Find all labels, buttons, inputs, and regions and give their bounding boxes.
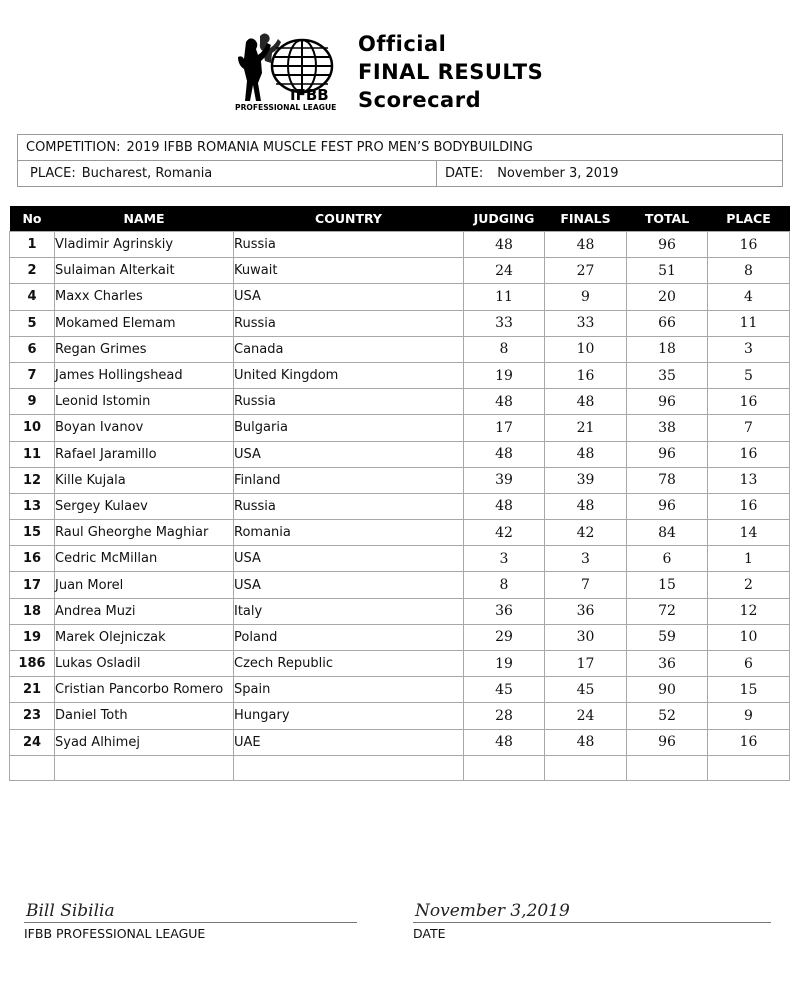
total-score: 6 [627,546,708,572]
athlete-number: 10 [10,415,55,441]
table-row [10,624,790,650]
title-line-official: Official [358,32,447,56]
athlete-number: 24 [10,729,55,755]
finals-score: 39 [545,467,627,493]
total-score: 66 [627,310,708,336]
finals-score: 30 [545,624,627,650]
finals-score: 48 [545,493,627,519]
date-caption: DATE [413,926,446,941]
table-row [10,729,790,755]
total-score: 96 [627,729,708,755]
athlete-number: 21 [10,677,55,703]
athlete-number: 5 [10,310,55,336]
empty-cell [55,755,234,780]
athlete-name: Kille Kujala [55,467,234,493]
finals-score: 3 [545,546,627,572]
athlete-number: 16 [10,546,55,572]
athlete-name: Leonid Istomin [55,389,234,415]
scorecard-header [232,30,572,112]
table-row [10,389,790,415]
athlete-number: 12 [10,467,55,493]
total-score: 38 [627,415,708,441]
judging-score: 33 [464,310,545,336]
final-place: 1 [708,546,790,572]
judging-score: 3 [464,546,545,572]
finals-score: 16 [545,362,627,388]
official-caption: IFBB PROFESSIONAL LEAGUE [24,926,206,941]
athlete-country: UAE [234,729,464,755]
athlete-country: Hungary [234,703,464,729]
athlete-name: Syad Alhimej [55,729,234,755]
athlete-country: Bulgaria [234,415,464,441]
judging-score: 48 [464,493,545,519]
header-finals: FINALS [545,206,627,232]
total-score: 51 [627,258,708,284]
final-place: 3 [708,336,790,362]
athlete-number: 7 [10,362,55,388]
athlete-name: Andrea Muzi [55,598,234,624]
athlete-country: United Kingdom [234,362,464,388]
athlete-name: James Hollingshead [55,362,234,388]
table-row [10,598,790,624]
table-row [10,441,790,467]
signature-block-date [413,900,771,941]
table-row [10,258,790,284]
athlete-country: Russia [234,493,464,519]
total-score: 78 [627,467,708,493]
athlete-country: Italy [234,598,464,624]
judging-score: 48 [464,441,545,467]
title-line-final-results: FINAL RESULTS [358,60,544,84]
judging-score: 8 [464,572,545,598]
judging-score: 19 [464,651,545,677]
athlete-number: 11 [10,441,55,467]
final-place: 14 [708,520,790,546]
athlete-country: Finland [234,467,464,493]
athlete-country: Poland [234,624,464,650]
finals-score: 48 [545,389,627,415]
finals-score: 24 [545,703,627,729]
finals-score: 48 [545,232,627,258]
empty-cell [234,755,464,780]
final-place: 16 [708,232,790,258]
judging-score: 42 [464,520,545,546]
judging-score: 36 [464,598,545,624]
table-row [10,284,790,310]
table-row [10,467,790,493]
athlete-country: Canada [234,336,464,362]
judging-score: 48 [464,232,545,258]
judging-score: 28 [464,703,545,729]
judging-score: 39 [464,467,545,493]
table-row [10,651,790,677]
finals-score: 9 [545,284,627,310]
empty-cell [464,755,545,780]
final-place: 6 [708,651,790,677]
table-row [10,572,790,598]
athlete-number: 4 [10,284,55,310]
scorecard-title [358,30,543,114]
athlete-name: Vladimir Agrinskiy [55,232,234,258]
competition-info-box [17,134,783,187]
total-score: 84 [627,520,708,546]
title-line-scorecard: Scorecard [358,88,482,112]
athlete-number: 17 [10,572,55,598]
date-label: DATE: [445,166,484,181]
date-cell [437,161,619,186]
athlete-name: Rafael Jaramillo [55,441,234,467]
finals-score: 48 [545,729,627,755]
handwritten-date: November 3,2019 [415,901,570,921]
final-place: 16 [708,493,790,519]
table-row [10,493,790,519]
finals-score: 48 [545,441,627,467]
logo-org-short: IFBB [290,86,329,104]
signature-line-official [24,900,357,923]
athlete-name: Mokamed Elemam [55,310,234,336]
athlete-name: Lukas Osladil [55,651,234,677]
place-date-row [18,160,782,186]
header-name: NAME [55,206,234,232]
final-place: 10 [708,624,790,650]
total-score: 96 [627,493,708,519]
athlete-name: Sulaiman Alterkait [55,258,234,284]
table-row [10,336,790,362]
judging-score: 45 [464,677,545,703]
total-score: 96 [627,232,708,258]
header-place: PLACE [708,206,790,232]
table-row [10,310,790,336]
athlete-country: Czech Republic [234,651,464,677]
final-place: 16 [708,389,790,415]
total-score: 96 [627,389,708,415]
total-score: 35 [627,362,708,388]
competition-value: 2019 IFBB ROMANIA MUSCLE FEST PRO MEN’S BODYBUILDING [126,140,533,155]
final-place: 12 [708,598,790,624]
athlete-number: 6 [10,336,55,362]
table-row [10,677,790,703]
athlete-name: Sergey Kulaev [55,493,234,519]
judging-score: 48 [464,389,545,415]
judging-score: 17 [464,415,545,441]
final-place: 16 [708,441,790,467]
final-place: 4 [708,284,790,310]
competition-cell [18,135,533,160]
final-place: 13 [708,467,790,493]
signature-line-date [413,900,771,923]
judging-score: 8 [464,336,545,362]
final-place: 15 [708,677,790,703]
athlete-country: Kuwait [234,258,464,284]
finals-score: 36 [545,598,627,624]
athlete-number: 9 [10,389,55,415]
place-cell [18,161,437,186]
total-score: 52 [627,703,708,729]
table-row [10,703,790,729]
total-score: 18 [627,336,708,362]
athlete-name: Boyan Ivanov [55,415,234,441]
final-place: 16 [708,729,790,755]
athlete-country: Russia [234,232,464,258]
header-judging: JUDGING [464,206,545,232]
athlete-number: 18 [10,598,55,624]
athlete-number: 23 [10,703,55,729]
empty-cell [10,755,55,780]
athlete-name: Maxx Charles [55,284,234,310]
judging-score: 24 [464,258,545,284]
logo-org-sub: PROFESSIONAL LEAGUE [235,103,337,112]
empty-table-row [10,755,790,780]
signature-block-official [24,900,357,941]
athlete-number: 2 [10,258,55,284]
final-place: 7 [708,415,790,441]
table-row [10,415,790,441]
judging-score: 48 [464,729,545,755]
table-header-row [10,206,790,232]
empty-cell [708,755,790,780]
finals-score: 10 [545,336,627,362]
competition-row [18,135,782,160]
athlete-number: 13 [10,493,55,519]
athlete-name: Cedric McMillan [55,546,234,572]
empty-cell [545,755,627,780]
athlete-country: USA [234,572,464,598]
athlete-country: USA [234,441,464,467]
total-score: 20 [627,284,708,310]
athlete-number: 186 [10,651,55,677]
athlete-name: Juan Morel [55,572,234,598]
athlete-country: USA [234,284,464,310]
finals-score: 45 [545,677,627,703]
final-place: 2 [708,572,790,598]
place-label: PLACE: [30,166,76,181]
athlete-name: Daniel Toth [55,703,234,729]
athlete-number: 1 [10,232,55,258]
total-score: 36 [627,651,708,677]
finals-score: 17 [545,651,627,677]
total-score: 90 [627,677,708,703]
table-row [10,520,790,546]
total-score: 15 [627,572,708,598]
athlete-number: 19 [10,624,55,650]
finals-score: 33 [545,310,627,336]
finals-score: 27 [545,258,627,284]
header-no: No [10,206,55,232]
final-place: 5 [708,362,790,388]
total-score: 96 [627,441,708,467]
athlete-name: Regan Grimes [55,336,234,362]
empty-cell [627,755,708,780]
final-place: 9 [708,703,790,729]
judging-score: 29 [464,624,545,650]
header-total: TOTAL [627,206,708,232]
table-row [10,232,790,258]
place-value: Bucharest, Romania [81,166,213,181]
finals-score: 21 [545,415,627,441]
athlete-country: USA [234,546,464,572]
athlete-country: Russia [234,310,464,336]
final-place: 11 [708,310,790,336]
athlete-country: Romania [234,520,464,546]
official-signature: Bill Sibilia [26,901,115,921]
athlete-name: Cristian Pancorbo Romero [55,677,234,703]
ifbb-logo [232,30,348,112]
athlete-country: Spain [234,677,464,703]
athlete-country: Russia [234,389,464,415]
total-score: 59 [627,624,708,650]
table-row [10,546,790,572]
finals-score: 42 [545,520,627,546]
total-score: 72 [627,598,708,624]
judging-score: 19 [464,362,545,388]
judging-score: 11 [464,284,545,310]
athlete-name: Marek Olejniczak [55,624,234,650]
athlete-name: Raul Gheorghe Maghiar [55,520,234,546]
table-row [10,362,790,388]
finals-score: 7 [545,572,627,598]
competition-label: COMPETITION: [26,140,121,155]
results-body [10,232,790,781]
results-table [9,206,790,781]
header-country: COUNTRY [234,206,464,232]
date-value: November 3, 2019 [497,166,619,181]
final-place: 8 [708,258,790,284]
athlete-number: 15 [10,520,55,546]
